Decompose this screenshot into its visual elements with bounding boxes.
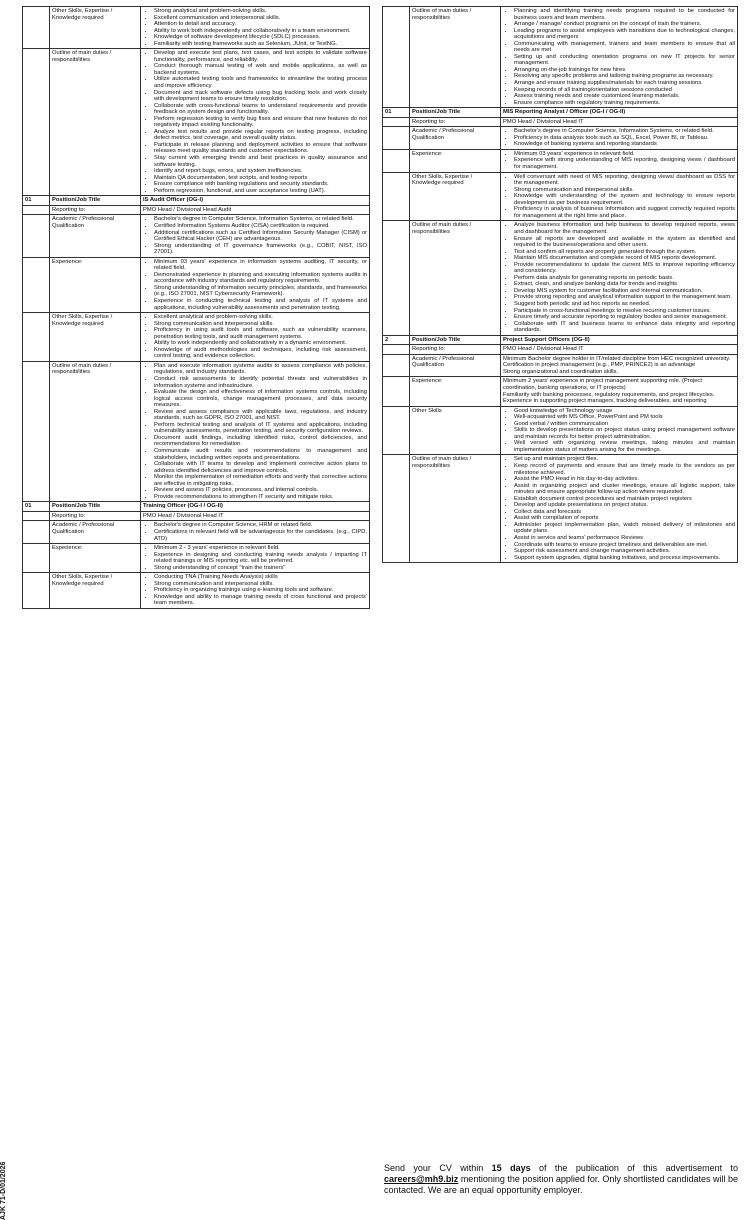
list-item: • Perform regression testing to verify bug fixes and ensure that new features do not negatively impact existing functionality.: [154, 116, 367, 129]
list-item: • Provide recommendations to update the current MIS to improve reporting efficiency and consistency.: [514, 262, 735, 275]
list-item: • Skills to develop presentations on project status using project management software and maintain records for better project administration.: [514, 427, 735, 440]
field-label: Reporting to:: [50, 511, 141, 521]
job-detail-row: [23, 215, 370, 257]
list-item: • Arrange and ensure training supplies/materials for each training sessions.: [514, 80, 735, 87]
left-column: [22, 6, 370, 609]
vacancy-count: 01: [23, 196, 50, 206]
field-value: [141, 7, 370, 49]
list-item: • Excellent communication and interpersonal skills.: [154, 15, 367, 22]
bullet-list: [143, 259, 367, 311]
list-item: • Proficiency in organizing trainings using e-learning tools and software.: [154, 587, 367, 594]
field-label: Reporting to:: [410, 345, 501, 355]
list-item: • Knowledge of banking systems and reporting standards: [514, 141, 735, 148]
text-line: Minimum 2 years' experience in project management supporting role. (Project coordination, banking operations, or IT projects): [503, 378, 702, 391]
position-title: IS Audit Officer (OG-I): [141, 196, 370, 206]
field-value: [501, 149, 738, 172]
careers-email-link[interactable]: careers@mh9.biz: [384, 1174, 459, 1184]
list-item: • Excellent analytical and problem-solving skills.: [154, 314, 367, 321]
position-label: Position/Job Title: [50, 196, 141, 206]
blank-cell: [383, 354, 410, 377]
field-label: Outline of main duties / responsibilities: [50, 49, 141, 196]
list-item: • Knowledge of audit methodologies and techniques, including risk assessment, control testing, and evidence collection.: [154, 347, 367, 360]
field-value: [501, 377, 738, 406]
list-item: • Analyze business information and help business to develop required reports, views and dashboard for the management.: [514, 222, 735, 235]
position-label: Position/Job Title: [410, 335, 501, 345]
list-item: • Assist with compilation of reports: [514, 515, 735, 522]
list-item: • Evaluate the design and effectiveness of information systems controls, including logical access controls, change management processes, and data security measures.: [154, 389, 367, 409]
bullet-list: [143, 363, 367, 500]
footer-text-1: Send your CV within: [384, 1163, 492, 1173]
list-item: • Strong understanding of concept "train the trainers": [154, 565, 367, 572]
field-label: Other Skills, Expertise / Knowledge required: [50, 7, 141, 49]
field-label: Reporting to:: [50, 205, 141, 215]
field-value: [141, 511, 370, 521]
right-column: [382, 6, 738, 563]
list-item: • Extract, clean, and analyze banking data for trends and insights: [514, 281, 735, 288]
bullet-list: [503, 8, 735, 106]
blank-cell: [23, 573, 50, 609]
job-detail-row: [23, 7, 370, 49]
bullet-list: [143, 216, 367, 255]
list-item: • Maintain MIS documentation and complete record of MIS reports development.: [514, 255, 735, 262]
list-item: • Develop and update presentations on project status.: [514, 502, 735, 509]
job-detail-row: [383, 172, 738, 221]
list-item: • Identify and report bugs, errors, and system inefficiencies.: [154, 168, 367, 175]
position-title: Training Officer (OG-I / OG-II): [141, 502, 370, 512]
job-table: [382, 6, 738, 563]
field-label: Other Skills, Expertise / Knowledge required: [50, 573, 141, 609]
list-item: • Set up and maintain project files.: [514, 456, 735, 463]
job-detail-row: [23, 361, 370, 501]
list-item: • Perform technical testing and analysis of IT systems and applications, including vulnerability assessments, penetration testing, and security configuration reviews.: [154, 422, 367, 435]
list-item: • Minimum 03 years' experience in information systems auditing, IT security, or related field.: [154, 259, 367, 272]
field-label: Other Skills: [410, 406, 501, 455]
list-item: • Participate in release planning and deployment activities to ensure that software releases meet quality standards and customer expectations.: [154, 142, 367, 155]
list-item: • Develop MIS system for customer facilitation and internal communication.: [514, 288, 735, 295]
field-label: Experience:: [50, 544, 141, 573]
list-item: • Review and assess IT policies, processes, and internal controls.: [154, 487, 367, 494]
field-label: Other Skills, Expertise / Knowledge required: [410, 172, 501, 221]
list-item: • Coordinate with teams to ensure project timelines and deliverables are met.: [514, 542, 735, 549]
field-value: [141, 361, 370, 501]
job-detail-row: [383, 354, 738, 377]
list-item: • Resolving any specific problems and tailoring training programs as necessary.: [514, 73, 735, 80]
list-item: • Strong analytical and problem-solving skills.: [154, 8, 367, 15]
list-item: • Additional certifications such as Certified Information Security Manager (CISM) or Certified Ethical Hacker (CEH) are advantageous.: [154, 230, 367, 243]
blank-cell: [23, 49, 50, 196]
footer-text-2: of the publication of this advertisement to: [530, 1163, 738, 1173]
list-item: • Proficiency in using audit tools and software, such as vulnerability scanners, penetration testing tools, and audit management systems.: [154, 327, 367, 340]
list-item: • Good knowledge of Technology usage: [514, 408, 735, 415]
list-item: • Ensure compliance with regulatory training requirements.: [514, 100, 735, 107]
publication-reference-text: AJK 71-D/01/2026: [0, 1161, 7, 1220]
list-item: • Ensure all reports are developed and available in the system as identified and required to the business/operations and other users.: [514, 236, 735, 249]
blank-cell: [23, 7, 50, 49]
list-item: • Ensure timely and accurate reporting to regulatory bodies and senior management.: [514, 314, 735, 321]
list-item: • Assist the PMO Head in his day-to-day activities.: [514, 476, 735, 483]
field-label: Academic / Professional Qualification: [50, 215, 141, 257]
text-line: Certification in project management (e.g., PMP, PRINCE2) is an advantage: [503, 362, 696, 369]
list-item: • Well versed with organizing review meetings, taking minutes and maintain implementation status of matters arising for the meetings.: [514, 440, 735, 453]
job-title-row: [23, 502, 370, 512]
list-item: • Leading programs to assist employees with transitions due to technological changes, acquisitions and mergers: [514, 28, 735, 41]
field-value: [141, 544, 370, 573]
list-item: • Support risk assessment and change management activities.: [514, 548, 735, 555]
list-item: • Proficiency in analysis of business information and suggest correctly required reports for management at the right time and place.: [514, 206, 735, 219]
list-item: • Provide strong reporting and analytical information support to the management team.: [514, 294, 735, 301]
list-item: • Good verbal / written communication: [514, 421, 735, 428]
blank-cell: [23, 544, 50, 573]
list-item: • Assist in organizing project and cluster meetings, ensure all logistic support, take minutes and ensure appropriate follow-up action where requested.: [514, 483, 735, 496]
field-label: Experience:: [410, 149, 501, 172]
list-item: • Well-acquainted with MS Office, PowerPoint and PM tools: [514, 414, 735, 421]
list-item: • Knowledge of software development lifecycle (SDLC) processes.: [154, 34, 367, 41]
list-item: • Develop and execute test plans, test cases, and test scripts to validate software functionality, performance, and reliability.: [154, 50, 367, 63]
list-item: • Collaborate with IT and business teams to enhance data integrity and reporting standards.: [514, 321, 735, 334]
field-value: [141, 257, 370, 312]
blank-cell: [383, 149, 410, 172]
field-value: [501, 406, 738, 455]
position-label: Position/Job Title: [410, 108, 501, 118]
text-line: PMO Head / Divisional Head Audit: [143, 206, 232, 213]
list-item: • Collect data and forecasts: [514, 509, 735, 516]
field-value: [501, 221, 738, 335]
field-value: [141, 215, 370, 257]
field-value: [141, 49, 370, 196]
list-item: • Ensure compliance with banking regulations and security standards.: [154, 181, 367, 188]
bullet-list: [143, 574, 367, 607]
field-value: [501, 7, 738, 108]
blank-cell: [383, 172, 410, 221]
list-item: • Ability to work independently and collaboratively in a dynamic environment.: [154, 340, 367, 347]
field-value: [501, 455, 738, 563]
list-item: • Review and assess compliance with applicable laws, regulations, and industry standards, such as GDPR, ISO 27001, and NIST.: [154, 409, 367, 422]
list-item: • Provide recommendations to strengthen IT security and mitigate risks.: [154, 494, 367, 501]
blank-cell: [23, 313, 50, 362]
list-item: • Strong communication and interpersonal skills.: [514, 187, 735, 194]
field-value: [501, 172, 738, 221]
job-detail-row: [23, 511, 370, 521]
list-item: • Suggest both periodic and ad hoc reports as needed.: [514, 301, 735, 308]
vacancy-count: 01: [383, 108, 410, 118]
field-label: Experience:: [410, 377, 501, 406]
field-label: Other Skills, Expertise / Knowledge required: [50, 313, 141, 362]
field-value: [141, 573, 370, 609]
field-value: [501, 127, 738, 150]
blank-cell: [383, 221, 410, 335]
job-title-row: [383, 108, 738, 118]
list-item: • Knowledge with understanding of the system and technology to ensure reports development as per business requirement.: [514, 193, 735, 206]
blank-cell: [23, 361, 50, 501]
job-detail-row: [383, 221, 738, 335]
list-item: • Strong understanding of IT governance frameworks (e.g., COBIT, NIST, ISO 27001).: [154, 243, 367, 256]
field-value: [501, 345, 738, 355]
list-item: • Ability to work both independently and collaboratively in a team environment.: [154, 28, 367, 35]
list-item: • Conduct risk assessments to identify potential threats and vulnerabilities in information systems and infrastructure.: [154, 376, 367, 389]
list-item: • Attention to detail and accuracy.: [154, 21, 367, 28]
field-label: Academic / Professional Qualification: [410, 127, 501, 150]
list-item: • Experience with strong understanding of MIS reporting, designing views / dashboard for management.: [514, 157, 735, 170]
list-item: • Certifications in relevant field will be advantageous for the candidates. (e.g., CIPD, ATD): [154, 529, 367, 542]
job-detail-row: [383, 7, 738, 108]
list-item: • Keep record of payments and ensure that are timely made to the vendors as per milestone achieved.: [514, 463, 735, 476]
field-label: Outline of main duties / responsibilities: [50, 361, 141, 501]
list-item: • Knowledge and ability to manage training needs of cross functional and projects' team members.: [154, 594, 367, 607]
bullet-list: [503, 151, 735, 171]
bullet-list: [503, 174, 735, 220]
blank-cell: [23, 205, 50, 215]
job-detail-row: [23, 257, 370, 312]
list-item: • Participate in cross-functional meetings to resolve recurring customer issues.: [514, 308, 735, 315]
position-title: MIS Reporting Analyst / Officer (OG-I / OG-II): [501, 108, 738, 118]
text-line: PMO Head / Divisional Head IT: [503, 118, 584, 125]
blank-cell: [23, 257, 50, 312]
field-label: Experience:: [50, 257, 141, 312]
list-item: • Assess training needs and create customized learning materials.: [514, 93, 735, 100]
job-detail-row: [383, 149, 738, 172]
list-item: • Stay current with emerging trends and best practices in quality assurance and software testing.: [154, 155, 367, 168]
list-item: • Conduct thorough manual testing of web and mobile applications, as well as backend systems.: [154, 63, 367, 76]
blank-cell: [23, 511, 50, 521]
list-item: • Certified Information Systems Auditor (CISA) certification is required.: [154, 223, 367, 230]
field-label: Outline of main duties / responsibilities: [410, 7, 501, 108]
list-item: • Utilize automated testing tools and frameworks to streamline the testing process and improve efficiency.: [154, 76, 367, 89]
list-item: • Proficiency in data analysis tools such as SQL, Excel, Power BI, or Tableau.: [514, 135, 735, 142]
field-label: Academic / Professional Qualification: [410, 354, 501, 377]
text-line: Familiarity with banking processes, regulatory requirements, and project lifecycles.: [503, 391, 715, 398]
blank-cell: [383, 7, 410, 108]
job-detail-row: [383, 455, 738, 563]
job-title-row: [383, 335, 738, 345]
list-item: • Establish document control procedures and maintain project registers: [514, 496, 735, 503]
list-item: • Test and confirm all reports are properly generated through the system.: [514, 249, 735, 256]
field-value: [501, 354, 738, 377]
list-item: • Familiarity with testing frameworks such as Selenium, JUnit, or TestNG.: [154, 41, 367, 48]
bullet-list: [143, 8, 367, 47]
bullet-list: [503, 222, 735, 333]
list-item: • Arrange / manage/ conduct programs on the concept of train the trainers.: [514, 21, 735, 28]
job-detail-row: [23, 49, 370, 196]
blank-cell: [383, 127, 410, 150]
list-item: • Minimum 2 - 3 years' experience in relevant field.: [154, 545, 367, 552]
job-detail-row: [383, 377, 738, 406]
position-title: Project Support Officers (OG-II): [501, 335, 738, 345]
job-detail-row: [383, 345, 738, 355]
list-item: • Assist in service and teams' performance Reviews: [514, 535, 735, 542]
list-item: • Collaborate with IT teams to develop and implement corrective action plans to address identified deficiencies and improve controls.: [154, 461, 367, 474]
blank-cell: [383, 117, 410, 127]
list-item: • Planning and identifying training needs programs required to be conducted for business users and team members.: [514, 8, 735, 21]
bullet-list: [503, 456, 735, 561]
list-item: • Collaborate with cross-functional teams to understand requirements and provide feedback on system design and functionality.: [154, 103, 367, 116]
position-label: Position/Job Title: [50, 502, 141, 512]
list-item: • Well conversant with need of MIS reporting, designing views/ dashboard as DSS for the management.: [514, 174, 735, 187]
job-detail-row: [383, 117, 738, 127]
text-line: PMO Head / Divisional Head IT: [503, 346, 584, 353]
job-detail-row: [383, 406, 738, 455]
bullet-list: [143, 545, 367, 571]
list-item: • Perform regression, functional, and user acceptance testing (UAT).: [154, 188, 367, 195]
field-value: [141, 205, 370, 215]
list-item: • Minimum 03 years' experience in relevant field.: [514, 151, 735, 158]
field-label: Outline of main duties / responsibilities: [410, 455, 501, 563]
list-item: • Monitor the implementation of remediation efforts and verify that corrective actions are effective in mitigating risks.: [154, 474, 367, 487]
field-value: [141, 521, 370, 544]
text-line: Experience in supporting project managers, tracking deliverables, and reporting: [503, 398, 707, 405]
list-item: • Perform data analysis for generating reports on periodic basis.: [514, 275, 735, 282]
vacancy-count: 01: [23, 502, 50, 512]
field-label: Outline of main duties / responsibilities: [410, 221, 501, 335]
bullet-list: [143, 522, 367, 542]
field-label: Academic / Professional Qualification: [50, 521, 141, 544]
blank-cell: [383, 455, 410, 563]
list-item: • Experience in designing and conducting training needs analysis / imparting IT related trainings or MIS reporting etc. will be preferred.: [154, 552, 367, 565]
list-item: • Plan and execute information systems audits to assess compliance with policies, regulations, and industry standards.: [154, 363, 367, 376]
blank-cell: [23, 521, 50, 544]
list-item: • Bachelor's degree in Computer Science, HRM or related field.: [154, 522, 367, 529]
list-item: • Arranging on-the-job trainings for new hires: [514, 67, 735, 74]
bullet-list: [143, 314, 367, 360]
job-detail-row: [23, 521, 370, 544]
job-table: [22, 6, 370, 609]
application-footer: [384, 1163, 738, 1196]
publication-reference: [0, 1150, 16, 1220]
field-label: Reporting to:: [410, 117, 501, 127]
list-item: • Maintain QA documentation, test scripts, and testing reports: [154, 175, 367, 182]
list-item: • Demonstrated experience in planning and executing information systems audits in accordance with industry standards and regulatory requirements.: [154, 272, 367, 285]
job-detail-row: [383, 127, 738, 150]
list-item: • Setting up and conducting orientation programs on new IT projects for senior management.: [514, 54, 735, 67]
field-value: [501, 117, 738, 127]
list-item: • Strong communication and interpersonal skills.: [154, 581, 367, 588]
text-line: Minimum Bachelor degree holder in IT/related discipline from HEC recognized university.: [503, 355, 731, 362]
list-item: • Strong understanding of information security principles, standards, and frameworks (e.g., ISO 27001, NIST Cybersecurity Framework).: [154, 285, 367, 298]
list-item: • Bachelor's degree in Computer Science, Information Systems, or related field.: [514, 128, 735, 135]
job-detail-row: [23, 313, 370, 362]
list-item: • Bachelor's degree in Computer Science, Information Systems, or related field.: [154, 216, 367, 223]
list-item: • Support system upgrades, digital banking initiatives, and process improvements.: [514, 555, 735, 562]
list-item: • Keeping records of all training/orientation sessions conducted: [514, 87, 735, 94]
bullet-list: [503, 408, 735, 454]
list-item: • Strong communication and interpersonal skills.: [154, 321, 367, 328]
list-item: • Analyze test results and provide regular reports on testing progress, including defect metrics, test coverage, and overall quality status.: [154, 129, 367, 142]
bullet-list: [503, 128, 735, 148]
footer-text-3: mentioning the position applied for. Only shortlisted candidates will be contacted. We are an equal opportunity employer.: [384, 1174, 738, 1195]
job-detail-row: [23, 205, 370, 215]
job-title-row: [23, 196, 370, 206]
job-detail-row: [23, 573, 370, 609]
list-item: • Experience in conducting technical testing and analysis of IT systems and applications, including vulnerability assessments and penetration testing.: [154, 298, 367, 311]
list-item: • Conducting TNA (Training Needs Analysis) skills: [154, 574, 367, 581]
list-item: • Communicate audit results and recommendations to management and stakeholders, including written reports and presentations.: [154, 448, 367, 461]
list-item: • Administer project implementation plan, watch missed delivery of milestones and update plans.: [514, 522, 735, 535]
field-value: [141, 313, 370, 362]
blank-cell: [383, 406, 410, 455]
list-item: • Document audit findings, including identified risks, control deficiencies, and recommendations for remediation.: [154, 435, 367, 448]
blank-cell: [383, 377, 410, 406]
blank-cell: [23, 215, 50, 257]
deadline-days: 15 days: [491, 1163, 531, 1173]
text-line: PMO Head / Divisional Head IT: [143, 512, 224, 519]
bullet-list: [143, 50, 367, 194]
text-line: Strong organizational and coordination skills.: [503, 368, 619, 375]
vacancy-count: 2: [383, 335, 410, 345]
job-detail-row: [23, 544, 370, 573]
list-item: • Document and track software defects using bug tracking tools and work closely with development teams to ensure timely resolution.: [154, 90, 367, 103]
blank-cell: [383, 345, 410, 355]
list-item: • Communicating with management, trainers and team members to ensure that all needs are met: [514, 41, 735, 54]
